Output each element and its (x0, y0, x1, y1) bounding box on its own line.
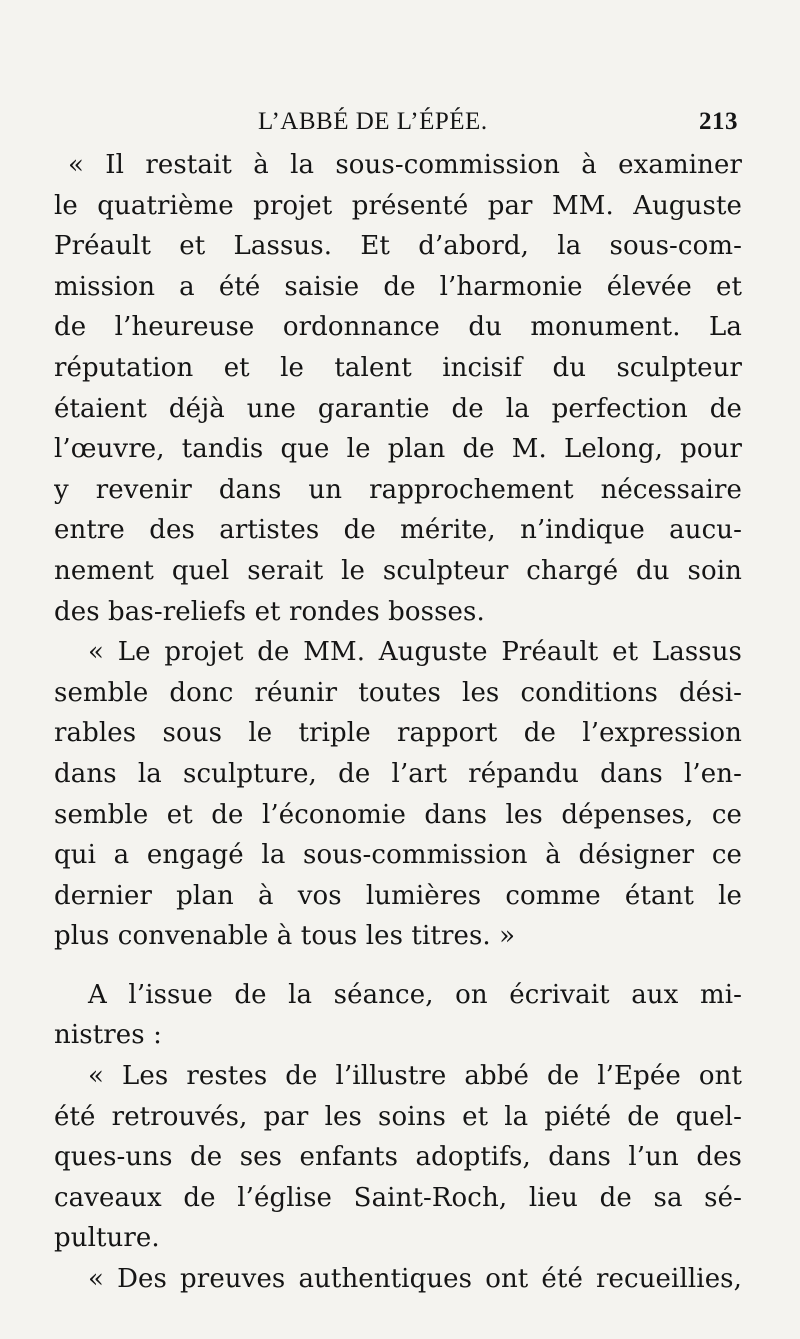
text-line: mission a été saisie de l’harmonie élevée et (54, 271, 742, 302)
text-line: de l’heureuse ordonnance du monument. La (54, 312, 742, 343)
page-body-text (54, 145, 742, 1300)
text-line: l’œuvre, tandis que le plan de M. Lelong, pour (54, 434, 742, 465)
text-line: été retrouvés, par les soins et la piété de quel- (54, 1101, 742, 1132)
text-line: « Des preuves authentiques ont été recueillies, (88, 1264, 742, 1295)
paragraph-remains-found (54, 1056, 742, 1259)
text-line: entre des artistes de mérite, n’indique aucu- (54, 515, 742, 546)
text-line: le quatrième projet présenté par MM. Auguste (54, 190, 742, 221)
paragraph-preault-lassus-project (54, 632, 742, 957)
paragraph-gap (54, 957, 742, 975)
paragraph-after-session (54, 975, 742, 1056)
paragraph-authentic-proofs (54, 1259, 742, 1300)
text-line: dernier plan à vos lumières comme étant le (54, 880, 742, 911)
text-line: ques-uns de ses enfants adoptifs, dans l’un des (54, 1142, 742, 1173)
text-line: étaient déjà une garantie de la perfection de (54, 393, 742, 424)
text-line: nistres : (54, 1020, 162, 1051)
text-line: nement quel serait le sculpteur chargé du soin (54, 555, 742, 586)
text-line: qui a engagé la sous-commission à désigner ce (54, 840, 742, 871)
text-line: A l’issue de la séance, on écrivait aux mi- (88, 979, 742, 1010)
text-line: semble et de l’économie dans les dépenses, ce (54, 799, 742, 830)
text-line: y revenir dans un rapprochement nécessaire (54, 474, 742, 505)
text-line: Préault et Lassus. Et d’abord, la sous-com- (54, 231, 742, 262)
text-line: « Il restait à la sous-commission à examiner (68, 150, 742, 180)
text-line: « Les restes de l’illustre abbé de l’Epée ont (88, 1061, 742, 1092)
running-title: L’ABBÉ DE L’ÉPÉE. (258, 108, 488, 135)
text-line: rables sous le triple rapport de l’expression (54, 718, 742, 749)
paragraph-subcommission-examination (54, 145, 742, 632)
page-header (258, 108, 738, 144)
text-line: « Le projet de MM. Auguste Préault et Lassus (88, 637, 742, 668)
page-number: 213 (699, 108, 738, 135)
text-line: pulture. (54, 1223, 160, 1254)
text-line: caveaux de l’église Saint-Roch, lieu de sa sé- (54, 1182, 742, 1213)
text-line: dans la sculpture, de l’art répandu dans l’en- (54, 758, 742, 789)
text-line: semble donc réunir toutes les conditions dési- (54, 677, 742, 708)
text-line: plus convenable à tous les titres. » (54, 921, 516, 952)
text-line: réputation et le talent incisif du sculpteur (54, 352, 742, 383)
text-line: des bas-reliefs et rondes bosses. (54, 596, 485, 627)
